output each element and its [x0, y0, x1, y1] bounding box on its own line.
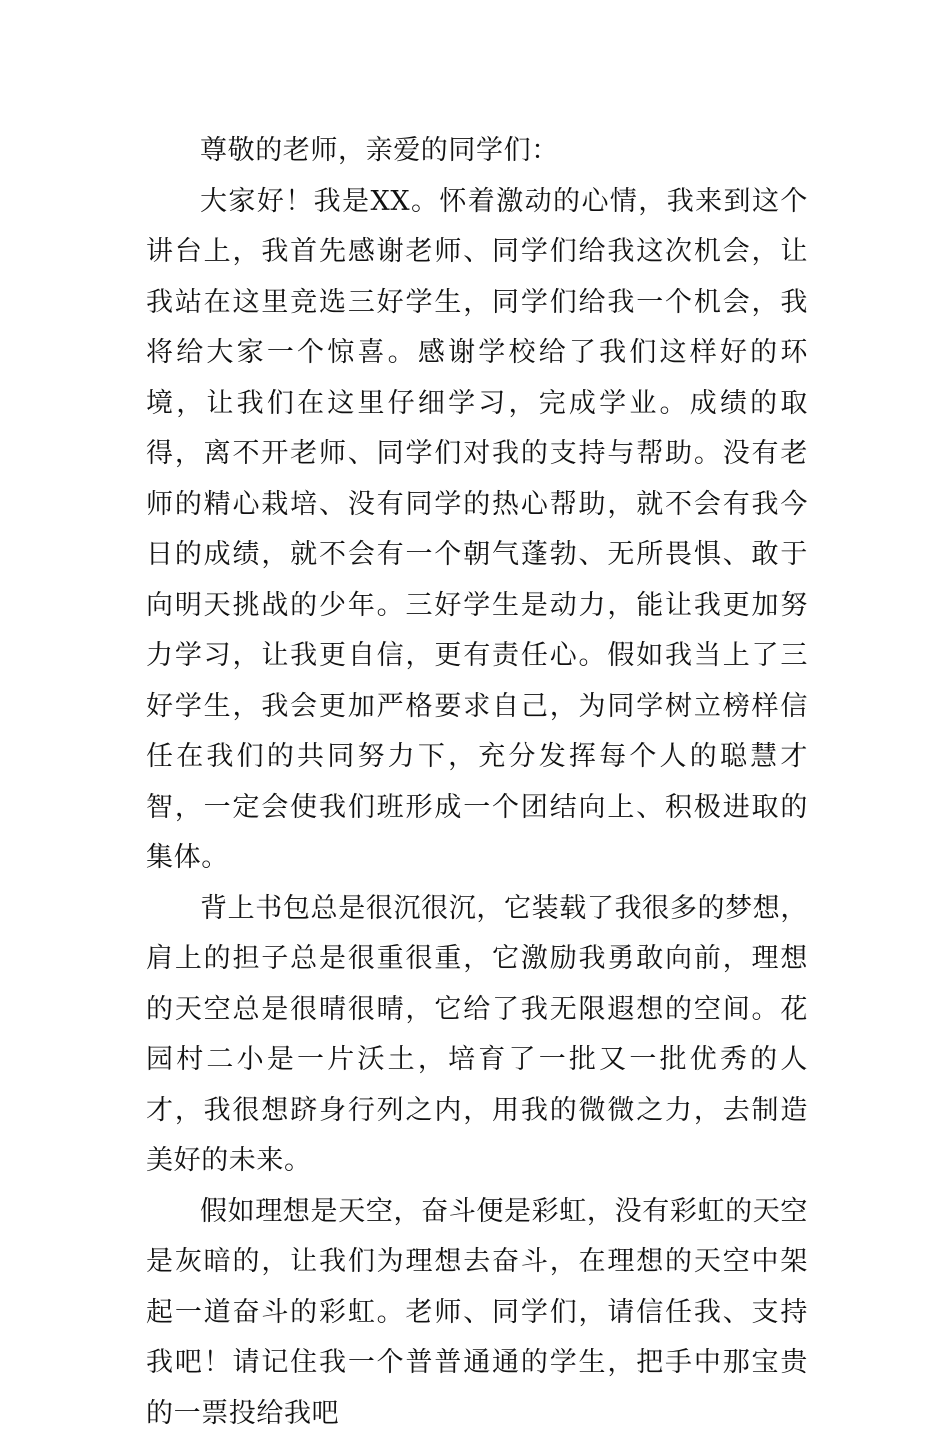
salutation: 尊敬的老师，亲爱的同学们：	[146, 126, 808, 177]
paragraph-dreams: 背上书包总是很沉很沉，它装载了我很多的梦想，肩上的担子总是很重很重，它激励我勇敢向前，理想的天空总是很晴很晴，它给了我无限遐想的空间。花园村二小是一片沃土，培育了一批又一批优秀的人才，我很想跻身行列之内，用我的微微之力，去制造美好的未来。	[146, 884, 808, 1187]
paragraph-closing: 假如理想是天空，奋斗便是彩虹，没有彩虹的天空是灰暗的，让我们为理想去奋斗，在理想的天空中架起一道奋斗的彩虹。老师、同学们，请信任我、支持我吧！请记住我一个普普通通的学生，把手中那宝贵的一票投给我吧	[146, 1187, 808, 1439]
speech-body	[146, 126, 808, 1439]
paragraph-introduction: 大家好！我是XX。怀着激动的心情，我来到这个讲台上，我首先感谢老师、同学们给我这次机会，让我站在这里竞选三好学生，同学们给我一个机会，我将给大家一个惊喜。感谢学校给了我们这样好的环境，让我们在这里仔细学习，完成学业。成绩的取得，离不开老师、同学们对我的支持与帮助。没有老师的精心栽培、没有同学的热心帮助，就不会有我今日的成绩，就不会有一个朝气蓬勃、无所畏惧、敢于向明天挑战的少年。三好学生是动力，能让我更加努力学习，让我更自信，更有责任心。假如我当上了三好学生，我会更加严格要求自己，为同学树立榜样信任在我们的共同努力下，充分发挥每个人的聪慧才智，一定会使我们班形成一个团结向上、积极进取的集体。	[146, 177, 808, 884]
